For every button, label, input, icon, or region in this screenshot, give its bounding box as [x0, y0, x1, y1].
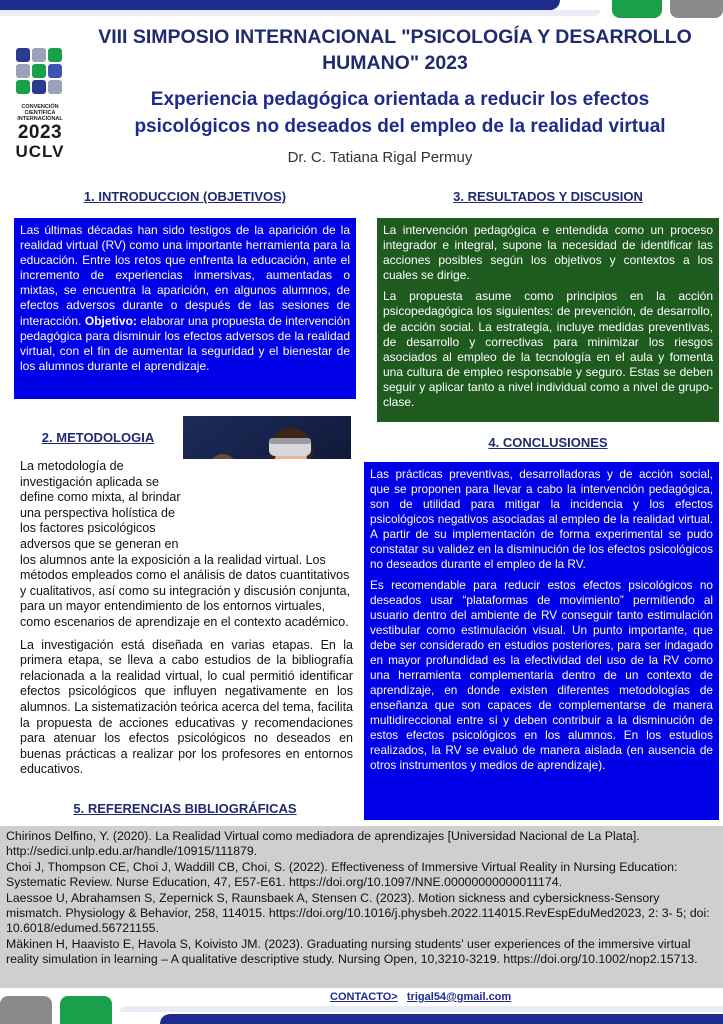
- results-paragraph-1: La intervención pedagógica e entendida como un proceso integrador e integral, supone la necesidad de identificar las acciones posibles según los objetivos y contextos a los cuales se dirige.: [383, 223, 713, 283]
- results-box: [377, 218, 719, 422]
- method-paragraph-1: La metodología de investigación aplicada se define como mixta, al brindar una perspectiva holística de los factores psicológicos adversos que se generan en los alumnos ante la exposición a la realidad virtual. Los métodos empleados como el análisis de datos cuantitativos y cualitativos, así como su integración y discusión conjunta, para un mayor entendimiento de los entornos virtuales, como escenarios de aprendizaje en el contexto académico.: [20, 459, 351, 629]
- conclusions-heading: 4. CONCLUSIONES: [488, 435, 608, 450]
- references-heading: 5. REFERENCIAS BIBLIOGRÁFICAS: [73, 801, 297, 816]
- method-paragraph-2: La investigación está diseñada en varias etapas. En la primera etapa, se lleva a cabo estudios de la bibliografía relacionada a la realidad virtual, lo cual permitió identificar efectos psicológicos que influyen negativamente en los alumnos. La sistematización teórica acerca del tema, facilita la propuesta de acciones educativas y recomendaciones para atenuar los efectos psicológicos no deseados en buenas prácticas a realizar por los profesores en entornos educativos.: [20, 637, 353, 777]
- method-body: [20, 459, 353, 791]
- results-heading: 3. RESULTADOS Y DISCUSION: [453, 189, 643, 204]
- top-decoration: [0, 0, 723, 22]
- contact-label: CONTACTO>: [330, 991, 398, 1003]
- reference-item: Laessoe U, Abrahamsen S, Zepernick S, Raunsbaek A, Stensen C. (2023). Motion sickness and cybersickness-Sensory mismatch. Physiology & Behavior, 258, 114015. https://doi.org/10.1016/j.physbeh.2022.114015.RevEspEduMed2023, 2: 3- 5; doi: 10.6018/edumed.56721155.: [6, 890, 710, 936]
- poster-title: VIII SIMPOSIO INTERNACIONAL "PSICOLOGÍA Y DESARROLLO HUMANO" 2023: [98, 26, 692, 74]
- poster-subtitle: Experiencia pedagógica orientada a reducir los efectos psicológicos no deseados del empleo de la realidad virtual: [134, 89, 666, 137]
- intro-box: [14, 218, 356, 399]
- method-heading: 2. METODOLOGIA: [41, 430, 155, 445]
- author-name: Dr. C. Tatiana Rigal Permuy: [287, 149, 473, 166]
- results-paragraph-2: La propuesta asume como principios en la acción psicopedagógica los siguientes: de prevención, de desarrollo, de acción social. La estrategia, incluye medidas preventivas, de desarrollo y correctivas para minimizar los riesgos asociados al empleo de la tecnología en el aula y fomenta una cultura de empleo responsable y seguro. Estas se deben seguir y aplicar tanto a nivel individual como a nivel de grupo-clase.: [383, 289, 713, 410]
- logo-text: CONVENCIÓN CIENTÍFICA INTERNACIONAL: [17, 104, 63, 122]
- intro-heading: 1. INTRODUCCION (OBJETIVOS): [83, 189, 287, 204]
- conclusions-paragraph-1: Las prácticas preventivas, desarrolladoras y de acción social, que se proponen para llevar a cabo la intervención pedagógica, son de utilidad para mitigar la incidencia y los efectos psicológicos negativos asociadas al empleo de la realidad virtual. A partir de su implementación de forma experimental se pudo constatar su validez en la disminución de los efectos psicológicos no deseados durante el empleo de la RV.: [370, 467, 713, 571]
- convention-logo: [14, 46, 66, 161]
- reference-item: Choi J, Thompson CE, Choi J, Waddill CB, Choi, S. (2022). Effectiveness of Immersive Virtual Reality in Nursing Education: Systematic Review. Nurse Education, 47, E57-E61. https://doi.org/10.1097/NNE.00000000000011174.: [6, 859, 678, 890]
- references-list: [0, 826, 723, 988]
- logo-org: UCLV: [15, 142, 65, 161]
- reference-item: Chirinos Delfino, Y. (2020). La Realidad Virtual como mediadora de aprendizajes [Universidad Nacional de La Plata]. http://sedici.unlp.edu.ar/handle/10915/111879.: [6, 829, 640, 859]
- objective-label: Objetivo:: [84, 313, 137, 328]
- intro-text: Las últimas décadas han sido testigos de la aparición de la realidad virtual (RV) como una importante herramienta para la educación. Entre los retos que enfrenta la educación, ante el incremento de experiencias inmersivas, aumentadas o mixtas, se encuentra la aparición, en algunos alumnos, de efectos adversos durante o después de las sesiones de interacción.: [20, 223, 350, 328]
- conclusions-box: [364, 462, 719, 820]
- reference-item: Mäkinen H, Haavisto E, Havola S, Koivisto JM. (2023). Graduating nursing students' user experiences of the immersive virtual reality simulation in learning – A qualitative descriptive study. Nursing Open, 10,3210-3219. https://doi.org/10.1002/nop2.15713.: [6, 936, 698, 967]
- conclusions-paragraph-2: Es recomendable para reducir estos efectos psicológicos no deseados usar “plataformas de movimiento” permitiendo al usuario dentro del ambiente de RV conseguir tanto estimulación vestibular como estimulación visual. Un punto importante, que debe ser considerado en estudios posteriores, para ser indagado en mayor profundidad es la efectividad del uso de la RV como una herramienta complementaria dentro de un contexto de aprendizaje, en donde existen diferentes metodologías de enseñanza que son capaces de complementarse de manera multidireccional entre sí y deben contribuir a la disminución de estos efectos psicológicos en los alumnos. En los estudios realizados, la RV se evaluó de manera aislada (en ausencia de otros instrumentos y medios de aprendizaje).: [370, 578, 713, 772]
- logo-year: 2023: [17, 122, 63, 143]
- contact: [330, 991, 511, 1003]
- objective-text: elaborar una propuesta de intervención pedagógica para disminuir los efectos adversos de la realidad virtual, con el fin de aumentar la seguridad y el bienestar de los alumnos durante el aprendizaje.: [20, 313, 350, 373]
- contact-email-link[interactable]: trigal54@gmail.com: [406, 991, 512, 1003]
- photo-float: [183, 459, 353, 541]
